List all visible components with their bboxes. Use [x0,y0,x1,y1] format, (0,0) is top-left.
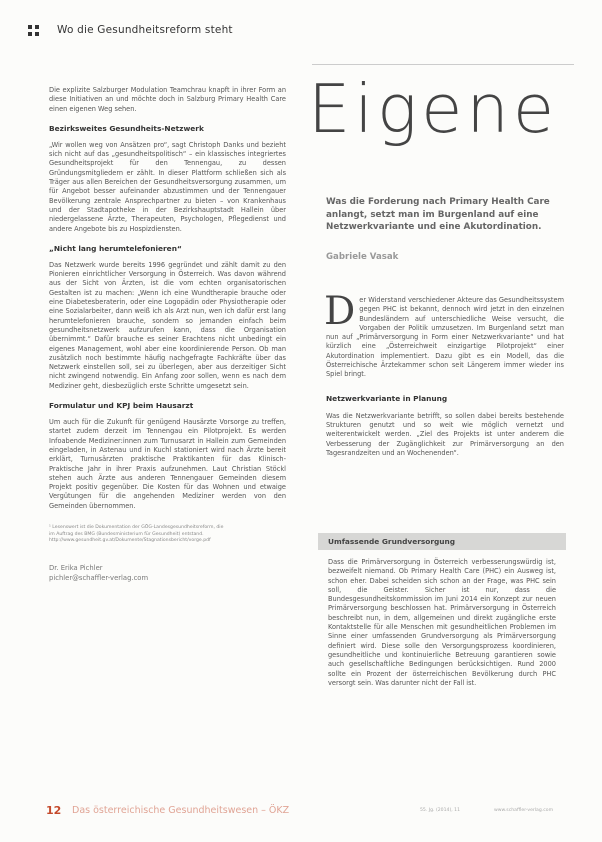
top-rule [312,64,574,65]
footer-url[interactable]: www.schaffler-verlag.com [494,808,554,813]
footer-issue: 55. Jg. (2014), 11 [420,808,460,813]
author-name: Dr. Erika Pichler [49,563,103,572]
section-heading: „Nicht lang herumtelefonieren“ [49,243,182,253]
intro-paragraph: Die explizite Salzburger Modulation Teamchrau knapft in ihrer Form an diese Initiativen an und möchte doch in Salzburg Primary Health Care einen eigenen Weg sehen. [49,86,286,113]
footnote [49,525,286,545]
article-subtitle: Was die Forderung nach Primary Health Care anlangt, setzt man im Burgenland auf eine Netzwerkvariante und eine Akutordination. [326,197,550,232]
paragraph: Was die Netzwerkvariante betrifft, so sollen dabei bereits bestehende Strukturen genutzt und so weit wie möglich vernetzt und weiterentwickelt werden. „Ziel des Projekts ist unter anderem die Verbesserung der Zugänglichkeit zur Primärversorgung an den Tagesrandzeiten und an Wochenenden“. [326,411,564,457]
article-title: Eigene [308,70,559,148]
paragraph: Das Netzwerk wurde bereits 1996 gegründet und zählt damit zu den Pionieren einrichtlicher Versorgung in Österreich. Was davon während aus der Sicht von Ärzten, ist die vom echten organisatorischen Gestalten ist zu machen: „Wenn ich eine Wundtherapie brauche oder eine Diabetesberaterin, oder eine Logopädin oder Physiotherapie oder eine Sozialarbeiter, dann weiß ich als Arzt nun, wen ich dafür erst lang herumtelefonieren brauche, sondern so jemanden einfach beim gesundheitsnetzwerk aufzurufen kann, dass die Organisation übernimmt.“ Dafür brauche es seiner Erachtens nicht unbedingt ein eigenes Management, wohl aber eine koordinierende Person. Ob man zusätzlich noch bestimmte häufig nachgefragte Fachkräfte über das Netzwerk einstellen soll, sei zu überlegen, aber aus derzeitiger Sicht nicht zwingend notwendig. Ein Anfang zoor sollen, wenn es nach dem Mediziner geht, diesbezüglich erste Schritte umgesetzt sein. [49,260,286,390]
author-email[interactable]: pichler@schaffler-verlag.com [49,573,149,582]
paragraph: Um auch für die Zukunft für genügend Hausärzte Vorsorge zu treffen, startet zudem derzeit im Tennengau ein Pilotprojekt. Es werden Infoabende Mediziner:innen zum Turnusarzt in Hallein zum Gemeinden eingeladen, in Astenau und in Kuchl stationiert wird nach Ärzte bereit erklärt, Turnusärzten praktische Praktikanten für das Klinisch-Praktische Jahr in ihrer Praxis aufzunehmen. Laut Christian Stöckl stehen auch Ärzte aus anderen Tennengauer Gemeinden diesem Projekt positiv gegenüber. Die Kosten für das Wohnen und etwaige Vergütungen für die angehenden Mediziner werden von den Gemeinden übernommen. [49,418,286,510]
footnote-line: im Auftrag des BMG (Bundesministerium für Gesundheit) entstand. [49,531,204,537]
page-footer [28,804,574,820]
grid-dots-icon [28,25,39,36]
paragraph: „Wir wollen weg von Ansätzen pro“, sagt Christoph Danks und bezieht sich nicht auf das „gesundheitspolitisch“ – ein klassisches integriertes Gesundheitsprojekt für den Tennengau, zu dessen Gründungsmitgliedern er zählt. In dieser Plattform schließen sich als Träger aus allen Bereichen der Gesundheitsversorgung zusammen, um für Angebot besser aufeinander abzustimmen und der Tennengauer Bevölkerung zentrale Ansprechpartner zu bieten – von Krankenhaus und der Stadtapotheke in der Bezirkshauptstadt Hallein über niedergelassene Ärzte, Therapeuten, Psychologen, Pflegedienst und andere Angebote bis zu Hospizdiensten. [49,140,286,233]
info-box-body [318,550,566,696]
page-header [28,22,233,38]
left-column [49,86,286,583]
footer-section: Das österreichische Gesundheitswesen – ÖKZ [72,805,290,816]
section-heading: Formulatur und KPJ beim Hausarzt [49,401,194,411]
page-number: 12 [46,804,62,817]
info-box-title: Umfassende Grundversorgung [318,533,566,550]
author-block [49,563,286,583]
right-column [324,289,564,458]
info-box [318,533,566,819]
header-title: Wo die Gesundheitsreform steht [57,24,233,36]
lead-text: er Widerstand verschiedener Akteure das Gesundheitssystem gegen PHC ist bekannt, dennoch wird jetzt in den einzelnen Bundesländern auf unterschiedliche Weise versucht, die Vorgaben der Politik umzusetzen. Im Burgenland setzt man nun auf „Primärversorgung in Form einer Netzwerkvariante“ und hat kürzlich eine „Österreichweit einzigartige Pilotprojekt“ einer Akutordination implementiert. Dazu gibt es ein Modell, das die Österreichische Ärztekammer schon seit Längerem immer wieder ins Spiel bringt. [326,296,564,379]
lead-paragraph [324,289,564,380]
section-heading: Netzwerkvariante in Planung [326,393,448,403]
info-box-text: Dass die Primärversorgung in Österreich verbesserungswürdig ist, bezweifelt niemand. Ob Primary Health Care (PHC) ein Ausweg ist, schon eher. Dabei scheiden sich schon an der Frage, was PHC sein soll, die Geister. Sicher ist nur, dass die Bundesgesundheitskommission im Juni 2014 ein Konzept zur neuen Primärversorgung beschlossen hat. Primärversorgung in Österreich beschreibt nun, in dem, allgemeinen und direkt zugängliche erste Kontaktstelle für alle Menschen mit gesundheitlichen Problemen im Sinne einer umfassenden Grundversorgung als Primärversorgung definiert wird. Diese solle den Versorgungsprozess koordinieren, gesundheitliche und kontinuierliche Betreuung garantieren sowie auch gesellschaftliche Bedingungen berücksichtigen. Rund 2000 sollte ein Prozent der österreichischen Bevölkerung durch PHC versorgt sein. Was darunter nicht der Fall ist. [328,558,556,687]
footnote-link[interactable]: http://www.gesundheit.gv.at/Dokumente/Stagnationsbericht/vorge.pdf [49,538,211,544]
article-author: Gabriele Vasak [326,252,399,262]
drop-cap: D [324,289,356,334]
section-heading: Bezirksweites Gesundheits-Netzwerk [49,123,204,133]
footnote-line: ¹ Lesenswert ist die Dokumentation der GÖG-Landesgesundheitsreform, die [49,524,224,530]
